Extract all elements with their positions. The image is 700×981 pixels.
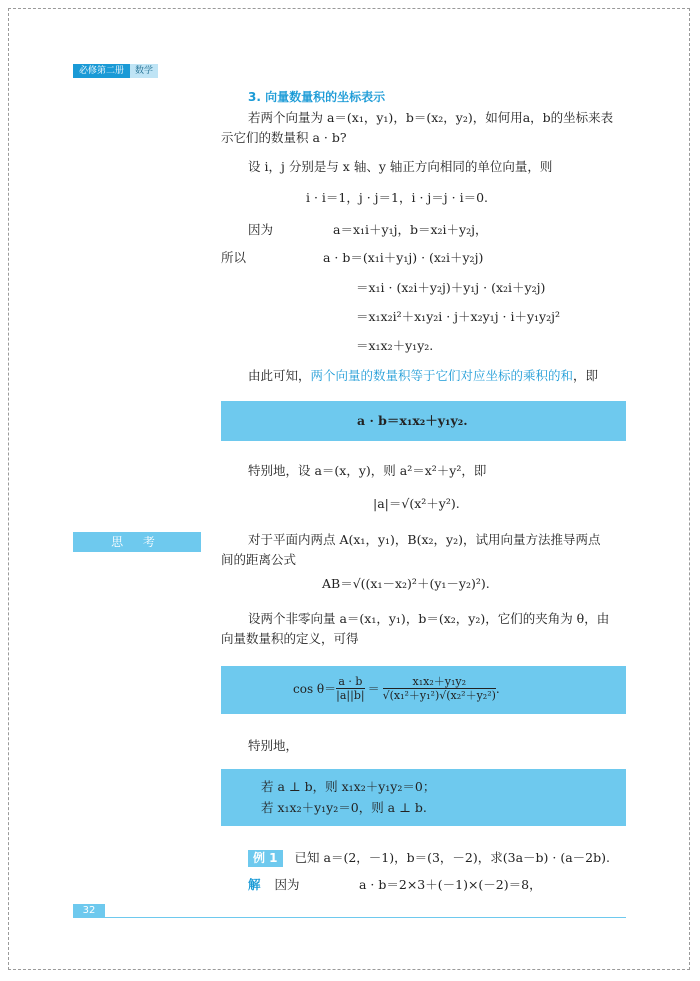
think-text-2: 间的距离公式 (221, 552, 297, 567)
formula-box-dot-product (221, 401, 626, 441)
intro-line-1: 若两个向量为 a＝(x₁，y₁)，b＝(x₂，y₂)，如何用a，b的坐标来表 (248, 110, 614, 125)
solution-label: 解 (248, 877, 261, 892)
example-1 (248, 849, 610, 867)
perpendicular-line-1: 若 a ⊥ b，则 x₁x₂＋y₁y₂＝0； (261, 779, 436, 794)
because-label: 因为 (248, 222, 274, 237)
cosine-formula: cos θ＝ $\frac{a \cdot b}{|a||b|}$ ＝ $\frac{\text{x₁x₂＋y₁y₂}}{\text{√(x₁²＋y₁²)√(x₂²＋y₂²)}}$ . (293, 675, 500, 702)
example-text: 已知 a＝(2，－1)，b＝(3，－2)，求(3a－b) · (a－2b). (294, 850, 610, 865)
special-case-2: 特别地， (248, 738, 299, 753)
subject-label: 数学 (130, 64, 158, 78)
angle-text-1: 设两个非零向量 a＝(x₁，y₁)，b＝(x₂，y₂)，它们的夹角为 θ，由 (248, 611, 610, 626)
formula-box-cosine (221, 666, 626, 714)
solution-line: 解 因为 (248, 877, 300, 892)
magnitude-formula: |a|＝√(x²＋y²). (373, 496, 460, 511)
perpendicular-box (221, 769, 626, 826)
solution-equation: a · b＝2×3＋(－1)×(－2)＝8， (359, 877, 542, 892)
distance-formula: AB＝√((x₁－x₂)²＋(y₁－y₂)²). (322, 576, 490, 591)
dot-product-formula: a · b＝x₁x₂＋y₁y₂. (357, 413, 468, 428)
think-label: 思 考 (73, 532, 201, 552)
think-text-1: 对于平面内两点 A(x₁，y₁)，B(x₂，y₂)，试用向量方法推导两点 (248, 532, 601, 547)
derivation-line-2: ＝x₁i · (x₂i＋y₂j)＋y₁j · (x₂i＋y₂j) (356, 280, 546, 295)
so-label: 所以 (221, 250, 247, 265)
intro-line-2: 示它们的数量积 a · b? (221, 130, 347, 145)
unit-vector-equation: i · i＝1，j · j＝1，i · j＝j · i＝0. (306, 190, 489, 205)
page-number: 32 (73, 904, 105, 918)
running-header (73, 64, 158, 78)
derivation-line-3: ＝x₁x₂i²＋x₁y₂i · j＋x₂y₁j · i＋y₁y₂j² (356, 309, 561, 324)
cosine-fraction-2: $\frac{\text{x₁x₂＋y₁y₂}}{\text{√(x₁²＋y₁²)√(x₂²＋y₂²)}}$ (382, 675, 496, 702)
perpendicular-line-2: 若 x₁x₂＋y₁y₂＝0，则 a ⊥ b. (261, 800, 427, 815)
book-label: 必修第二册 (73, 64, 130, 78)
special-case-text: 特别地，设 a＝(x，y)，则 a²＝x²＋y²，即 (248, 463, 487, 478)
example-label: 例 1 (248, 850, 283, 867)
because-equation: a＝x₁i＋y₁j，b＝x₂i＋y₂j， (333, 222, 488, 237)
conclusion-highlight: 两个向量的数量积等于它们对应坐标的乘积的和 (310, 368, 574, 383)
unit-vector-text: 设 i，j 分别是与 x 轴、y 轴正方向相同的单位向量，则 (248, 159, 553, 174)
footer-rule (105, 917, 626, 918)
derivation-line-4: ＝x₁x₂＋y₁y₂. (356, 338, 434, 353)
cosine-fraction-1: $\frac{a \cdot b}{|a||b|}$ (336, 675, 365, 702)
section-title: 3. 向量数量积的坐标表示 (248, 90, 386, 104)
angle-text-2: 向量数量积的定义，可得 (221, 631, 359, 646)
derivation-line-1: a · b＝(x₁i＋y₁j) · (x₂i＋y₂j) (323, 250, 484, 265)
conclusion-text: 由此可知，两个向量的数量积等于它们对应坐标的乘积的和，即 (248, 368, 599, 383)
